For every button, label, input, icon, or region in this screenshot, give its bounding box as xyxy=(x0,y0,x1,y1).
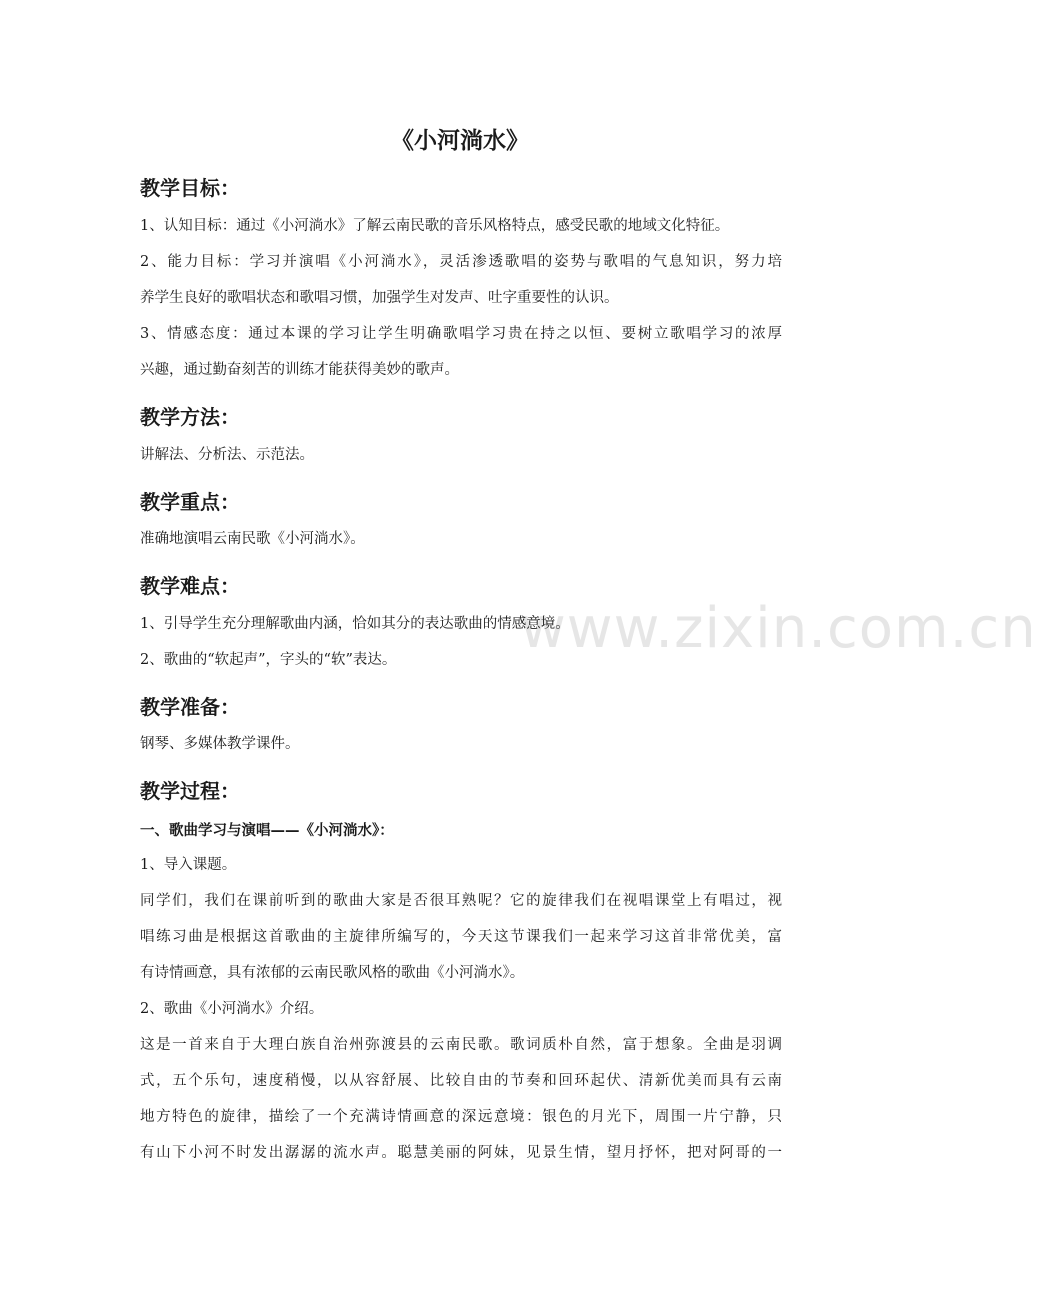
process-line-2: 同学们，我们在课前听到的歌曲大家是否很耳熟呢？它的旋律我们在视唱课堂上有唱过，视 xyxy=(140,893,782,909)
difficulties-line-2: 2、歌曲的“软起声”，字头的“软”表达。 xyxy=(140,652,397,668)
process-line-4: 有诗情画意，具有浓郁的云南民歌风格的歌曲《小河淌水》。 xyxy=(140,965,525,981)
page-title: 《小河淌水》 xyxy=(391,128,529,154)
process-line-3: 唱练习曲是根据这首歌曲的主旋律所编写的，今天这节课我们一起来学习这首非常优美，富 xyxy=(140,929,782,945)
goals-line-3: 养学生良好的歌唱状态和歌唱习惯，加强学生对发声、吐字重要性的认识。 xyxy=(140,290,619,306)
section-heading-methods: 教学方法： xyxy=(140,405,240,429)
difficulties-line-1: 1、引导学生充分理解歌曲内涵，恰如其分的表达歌曲的情感意境。 xyxy=(140,616,570,632)
process-line-7: 式，五个乐句，速度稍慢，以从容舒展、比较自由的节奏和回环起伏、清新优美而具有云南 xyxy=(140,1073,782,1089)
process-line-5: 2、歌曲《小河淌水》介绍。 xyxy=(140,1001,324,1017)
section-heading-difficulties: 教学难点： xyxy=(140,574,240,598)
section-heading-goals: 教学目标： xyxy=(140,176,240,200)
preparation-line-1: 钢琴、多媒体教学课件。 xyxy=(140,736,300,752)
process-subheading: 一、歌曲学习与演唱——《小河淌水》： xyxy=(140,823,394,839)
process-line-8: 地方特色的旋律，描绘了一个充满诗情画意的深远意境：银色的月光下，周围一片宁静，只 xyxy=(140,1109,782,1125)
section-heading-process: 教学过程： xyxy=(140,779,240,803)
section-heading-key-points: 教学重点： xyxy=(140,490,240,514)
section-heading-preparation: 教学准备： xyxy=(140,695,240,719)
goals-line-1: 1、认知目标：通过《小河淌水》了解云南民歌的音乐风格特点，感受民歌的地域文化特征。 xyxy=(140,218,730,234)
goals-line-5: 兴趣，通过勤奋刻苦的训练才能获得美妙的歌声。 xyxy=(140,362,459,378)
key-points-line-1: 准确地演唱云南民歌《小河淌水》。 xyxy=(140,531,365,547)
process-line-6: 这是一首来自于大理白族自治州弥渡县的云南民歌。歌词质朴自然，富于想象。全曲是羽调 xyxy=(140,1037,782,1053)
process-line-9: 有山下小河不时发出潺潺的流水声。聪慧美丽的阿妹，见景生情，望月抒怀，把对阿哥的一 xyxy=(140,1145,782,1161)
goals-line-2: 2、能力目标：学习并演唱《小河淌水》，灵活渗透歌唱的姿势与歌唱的气息知识，努力培 xyxy=(140,254,782,270)
methods-line-1: 讲解法、分析法、示范法。 xyxy=(140,447,314,463)
process-line-1: 1、导入课题。 xyxy=(140,857,237,873)
goals-line-4: 3、情感态度：通过本课的学习让学生明确歌唱学习贵在持之以恒、要树立歌唱学习的浓厚 xyxy=(140,326,782,342)
watermark: www.zixin.com.cn xyxy=(520,596,1037,661)
